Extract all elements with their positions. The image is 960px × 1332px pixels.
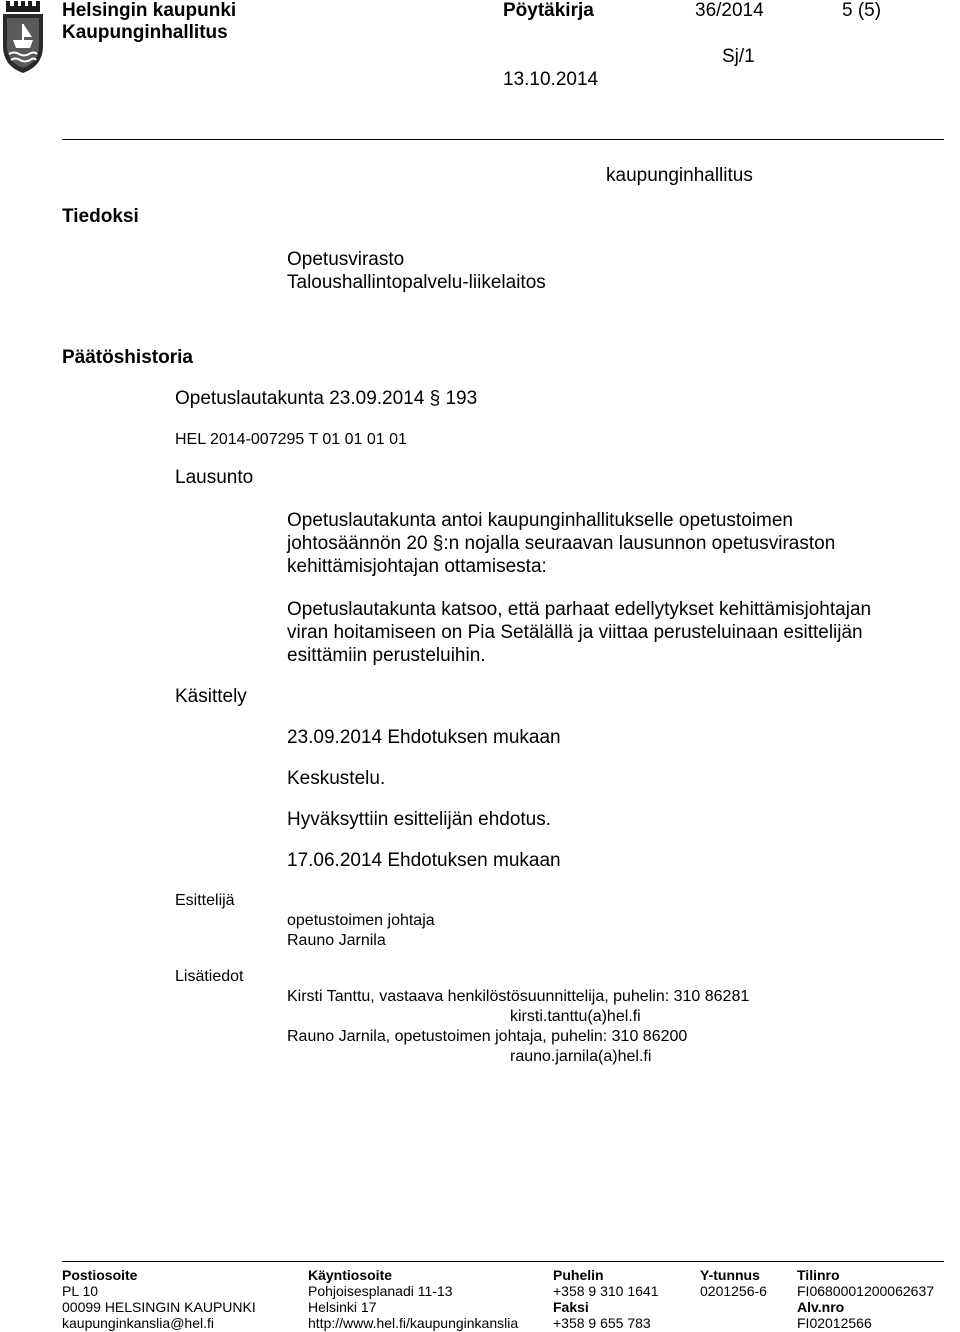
meeting-prefix: Opetuslautakunta 23.09.2014 (175, 388, 430, 409)
footer-postiosoite-line: PL 10 (62, 1283, 99, 1299)
header-number: 36/2014 (695, 0, 764, 21)
esittelija-label: Esittelijä (175, 892, 235, 909)
kasittely-item: 23.09.2014 Ehdotuksen mukaan (287, 727, 561, 748)
header-body: Kaupunginhallitus (62, 22, 228, 43)
footer-postiosoite-line: 00099 HELSINGIN KAUPUNKI (62, 1299, 256, 1315)
tiedoksi-item: Taloushallintopalvelu-liikelaitos (287, 272, 546, 293)
section-sign-icon: § (432, 533, 444, 554)
kasittely-item: 17.06.2014 Ehdotuksen mukaan (287, 850, 561, 871)
statement-intro-line: johtosäännön 20 §:n nojalla seuraavan lausunnon opetusviraston (287, 533, 836, 554)
statement-intro-line: kehittämisjohtajan ottamisesta: (287, 556, 547, 577)
lisatiedot-line: Rauno Jarnila, opetustoimen johtaja, puhelin: 310 86200 (287, 1028, 688, 1045)
footer-faksi-label: Faksi (553, 1299, 589, 1315)
footer-puhelin-label: Puhelin (553, 1267, 604, 1283)
footer-fax: +358 9 655 783 (553, 1315, 651, 1331)
lisatiedot-line: Kirsti Tanttu, vastaava henkilöstösuunnittelija, puhelin: 310 86281 (287, 988, 750, 1005)
header-org: Helsingin kaupunki (62, 0, 237, 21)
footer-postiosoite-label: Postiosoite (62, 1267, 138, 1283)
kasittely-item: Keskustelu. (287, 768, 386, 789)
kasittely-item: Hyväksyttiin esittelijän ehdotus. (287, 809, 552, 830)
meeting-section: 193 (445, 388, 478, 409)
meeting-line (175, 388, 477, 410)
history-title: Päätöshistoria (62, 347, 193, 368)
email-link[interactable]: kirsti.tanttu(a)hel.fi (510, 1008, 641, 1025)
esittelija-line: Rauno Jarnila (287, 932, 386, 949)
email-link[interactable]: rauno.jarnila(a)hel.fi (510, 1048, 652, 1065)
footer-tilinro: FI0680001200062637 (797, 1283, 935, 1299)
footer-ytunnus-label: Y-tunnus (700, 1267, 760, 1283)
statement-body-line: Opetuslautakunta katsoo, että parhaat edellytykset kehittämisjohtajan (287, 599, 872, 620)
esittelija-line: opetustoimen johtaja (287, 912, 435, 929)
case-id: HEL 2014-007295 T 01 01 01 01 (175, 431, 407, 448)
footer-email-link[interactable]: kaupunginkanslia@hel.fi (62, 1315, 214, 1331)
header-divider (62, 139, 944, 140)
lausunto-label: Lausunto (175, 467, 254, 488)
footer-ytunnus: 0201256-6 (700, 1283, 767, 1299)
tiedoksi-item: Opetusvirasto (287, 249, 405, 270)
helsinki-coat-of-arms-icon (0, 0, 46, 74)
header-section: Sj/1 (722, 46, 755, 67)
kasittely-label: Käsittely (175, 686, 247, 707)
footer-tilinro-label: Tilinro (797, 1267, 840, 1283)
footer-kayntiosoite-line: Pohjoisesplanadi 11-13 (308, 1283, 453, 1299)
section-sign-icon: § (429, 388, 441, 409)
footer-phone: +358 9 310 1641 (553, 1283, 659, 1299)
header-date: 13.10.2014 (503, 69, 599, 90)
header-page: 5 (5) (842, 0, 882, 21)
header-doc-type: Pöytäkirja (503, 0, 594, 21)
lisatiedot-label: Lisätiedot (175, 968, 244, 985)
footer-kayntiosoite-label: Käyntiosoite (308, 1267, 393, 1283)
statement-body-line: viran hoitamiseen on Pia Setälällä ja viittaa perusteluinaan esittelijän (287, 622, 863, 643)
recipient-kaupunginhallitus: kaupunginhallitus (606, 165, 753, 186)
footer-kayntiosoite-line: Helsinki 17 (308, 1299, 377, 1315)
statement-intro-line: Opetuslautakunta antoi kaupunginhallitukselle opetustoimen (287, 510, 793, 531)
tiedoksi-label: Tiedoksi (62, 206, 139, 227)
footer-alvnro-label: Alv.nro (797, 1299, 845, 1315)
footer-website-link[interactable]: http://www.hel.fi/kaupunginkanslia (308, 1315, 519, 1331)
footer-divider (62, 1261, 944, 1262)
footer-alvnro: FI02012566 (797, 1315, 872, 1331)
statement-body-line: esittämiin perusteluihin. (287, 645, 486, 666)
